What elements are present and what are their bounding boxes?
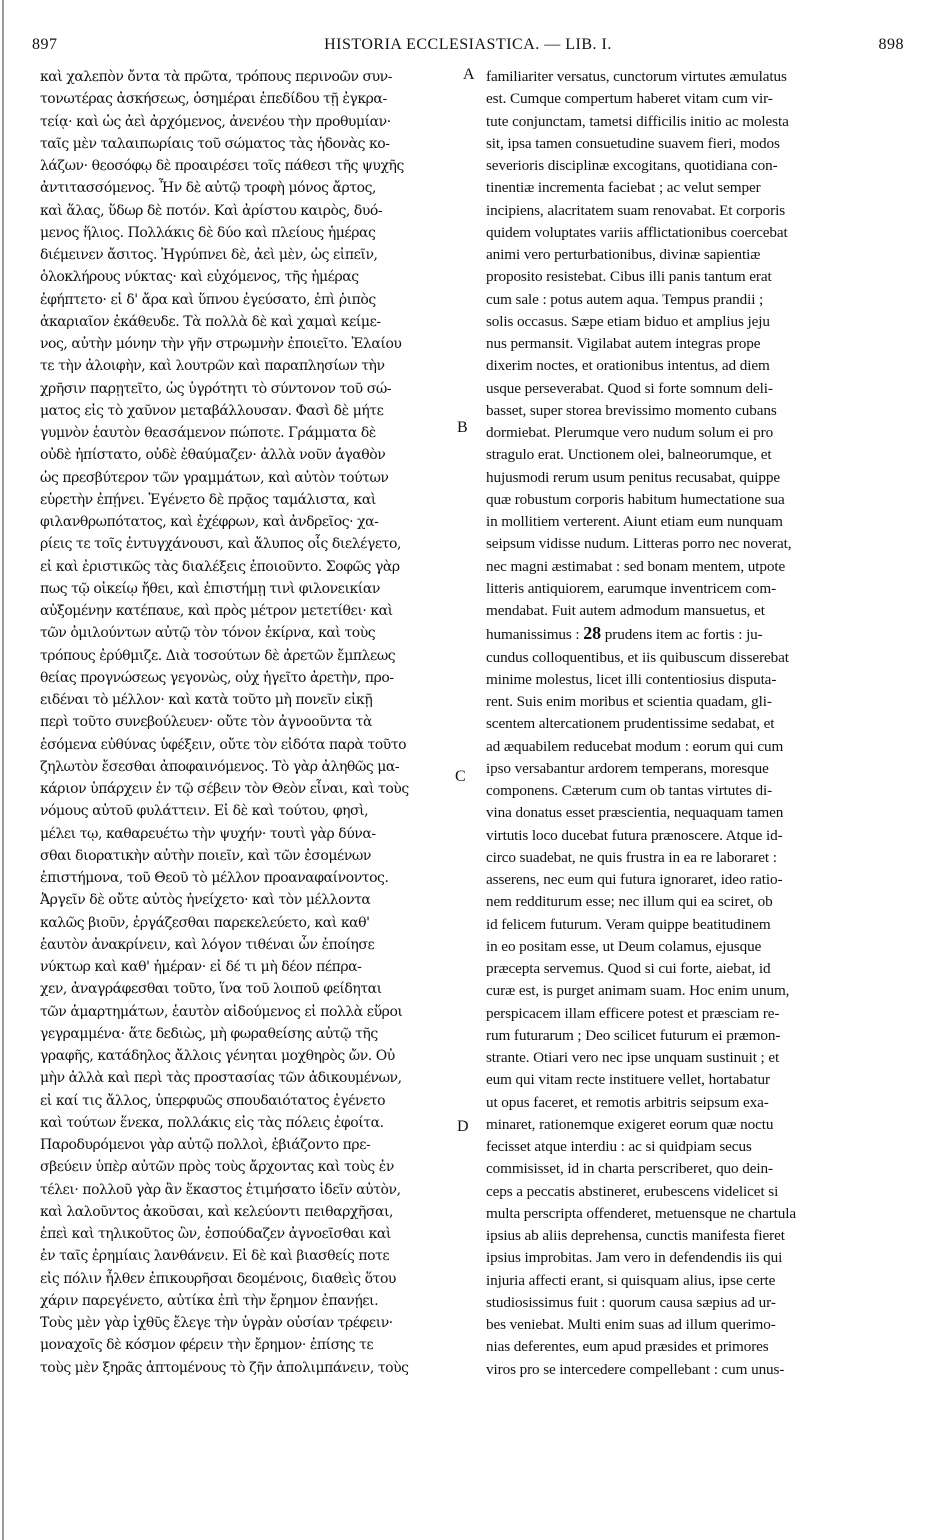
latin-text-line: seipsum vidisse nudum. Litteras porro nec noverat, — [486, 535, 792, 553]
greek-text-line: γραφῆς, κατάδηλος ἄλλοις γένηται μοχθηρὸς ὤν. Οὐ — [40, 1048, 395, 1064]
latin-text-line: virtutis loco ducebat futura prænoscere. Atque id- — [486, 826, 783, 844]
latin-line-after: prudens item ac fortis : ju- — [601, 626, 763, 644]
running-header — [32, 36, 904, 60]
latin-text-line: cundus colloquentibus, et iis quibuscum disserebat — [486, 648, 789, 666]
latin-text-line: cum sale : potus autem aqua. Tempus prandii ; — [486, 290, 764, 308]
latin-text-line: rum futurarum ; Deo scilicet futurum ei præmon- — [486, 1026, 781, 1044]
latin-text-line: quidem voluptates variis afflictationibus coercebat — [486, 223, 788, 241]
greek-text-line: ὁλοκλήρους νύκτας· καὶ εὐχόμενος, τῆς ἡμέρας — [40, 269, 359, 286]
greek-text-line: ἐσόμενα εὐθύνας ὑφέξειν, οὔτε τὸν εἰδότα παρὰ τοῦτο — [40, 736, 407, 753]
greek-text-line: σβεύειν ὑπὲρ αὐτῶν πρὸς τοὺς ἄρχοντας καὶ τοὺς ἐν — [40, 1159, 394, 1176]
greek-text-line: τονωτέρας ἀσκήσεως, ὁσημέραι ἐπεδίδου τῇ ἐγκρα- — [40, 91, 387, 108]
greek-text-line: περὶ τοῦτο συνεβούλευεν· οὔτε τὸν ἀγνοοῦντα τὰ — [40, 714, 372, 731]
greek-text-column — [40, 66, 456, 1526]
greek-text-line: μοναχοῖς δὲ κόσμον φέρειν τὴν ἔρημον· ἐπίσης τε — [40, 1337, 374, 1354]
greek-text-line: μὴν ἀλλὰ καὶ περὶ τὰς προστασίας τῶν ἀδικουμένων, — [40, 1070, 402, 1087]
margin-marker-c: C — [455, 768, 466, 785]
greek-text-line: μέλει τῳ, καθαρευέτω τὴν ψυχήν· τουτὶ γὰρ δύνα- — [40, 825, 376, 842]
greek-text-line: Παροδυρόμενοι γὰρ αὐτῷ πολλοὶ, ἐβιάζοντο πρε- — [40, 1137, 371, 1153]
latin-text-column — [486, 66, 896, 1526]
latin-text-line: mendabat. Fuit autem admodum mansuetus, et — [486, 602, 765, 619]
greek-text-line: εὑρετὴν ἐπῄνει. Ἐγένετο δὲ πρᾷος ταμάλιστα, καὶ — [40, 491, 376, 508]
margin-marker-b: B — [457, 419, 468, 436]
greek-text-line: θείας προγνώσεως γεγονὼς, οὐχ ἡγεῖτο ἀρετὴν, προ- — [40, 669, 394, 686]
greek-text-line: αὐξομένην κατέπαυε, καὶ πρὸς μέτρον μετετίθει· καὶ — [40, 603, 393, 619]
page-number-left: 897 — [32, 36, 58, 53]
latin-text-line-with-section-number — [486, 622, 896, 646]
margin-marker-d: D — [457, 1118, 469, 1135]
latin-text-line: solis occasus. Sæpe etiam biduo et amplius jeju — [486, 312, 770, 330]
greek-text-line: καὶ λαλοῦντος ἀκοῦσαι, καὶ κελεύοντι πειθαρχῆσαι, — [40, 1203, 394, 1220]
latin-text-line: severioris disciplinæ excogitans, quotidiana con- — [486, 157, 778, 174]
greek-text-line: κάριον ὑπάρχειν ἐν τῷ σέβειν τὸν Θεὸν εἶναι, καὶ τοὺς — [40, 781, 409, 797]
greek-text-line: καλῶς βιοῦν, ἐργάζεσθαι παρεκελεύετο, καὶ καθ' — [40, 914, 370, 931]
binding-edge-rule — [2, 0, 4, 1540]
latin-text-line: in mollitiem verterent. Aiunt etiam eum nunquam — [486, 513, 783, 530]
greek-text-line: σθαι διορατικὴν αὐτὴν ποιεῖν, καὶ τῶν ἐσομένων — [40, 847, 371, 864]
greek-text-line: ειδέναι τὸ μέλλον· καὶ κατὰ τοῦτο μὴ πονεῖν εἰκῇ — [40, 692, 373, 708]
latin-text-line: minaret, rationemque exigeret eorum quæ noctu — [486, 1115, 774, 1133]
greek-text-line: γεγραμμένα· ἅτε δεδιὼς, μὴ φωραθείσης αὐτῷ τῆς — [40, 1025, 378, 1042]
greek-text-line: εἰ καὶ ἐριστικῶς τὰς διαλέξεις ἐποιοῦντο. Σοφῶς γὰρ — [40, 558, 400, 575]
greek-text-line: τῶν ὁμιλούντων αὐτῷ τὸν τόνον ἐκίρνα, καὶ τοὺς — [40, 625, 376, 642]
greek-text-line: οὐδὲ ἠπίστατο, οὐδὲ ἐθαύμαζεν· ἀλλὰ νοῦν ἀγαθὸν — [40, 447, 386, 464]
latin-text-line: quæ robustum corporis habitum humectatione sua — [486, 490, 785, 508]
latin-text-line: nec magni æstimabat : sed bonam mentem, utpote — [486, 557, 786, 575]
latin-text-line: animi vero perturbationibus, divinæ sapientiæ — [486, 246, 761, 263]
latin-text-line: incipiens, alacritatem suam renovabat. Et corporis — [486, 201, 786, 219]
page-number-right: 898 — [878, 36, 904, 53]
latin-text-line: eum qui vitam recte instituere vellet, hortabatur — [486, 1071, 770, 1089]
greek-text-line: τρόπους ἐρύθμιζε. Διὰ τοσούτων δὲ ἀρετῶν ἔμπλεως — [40, 647, 396, 664]
greek-text-line: ἀντιτασσόμενος. Ἦν δὲ αὐτῷ τροφὴ μόνος ἄρτος, — [40, 180, 376, 197]
greek-text-line: καὶ τούτων ἕνεκα, πολλάκις εἰς τὰς πόλεις ἐφοίτα. — [40, 1114, 384, 1131]
greek-text-line: πως τῷ οἰκείῳ ἤθει, καὶ ἐπιστήμῃ τινὶ φιλονεικίαν — [40, 580, 380, 597]
latin-text-line: stragulo erat. Unctionem olei, balneorumque, et — [486, 446, 772, 464]
greek-text-line: εἰ καί τις ἄλλος, ὑπερφυῶς σπουδαιότατος ἐγένετο — [40, 1092, 386, 1109]
greek-text-line: ἑαυτὸν ἀνακρίνειν, καὶ λόγον τιθέναι ὧν ἐποίησε — [40, 936, 375, 953]
latin-text-line: curæ est, is purget animam suam. Hoc enim unum, — [486, 982, 790, 1000]
latin-text-line: circo suadebat, ne quis frustra in ea re laboraret : — [486, 848, 777, 866]
latin-text-line: asserens, nec eum qui futura ignoraret, ideo ratio- — [486, 871, 783, 888]
greek-text-line: ταῖς μὲν ταλαιπωρίαις τοῦ σώματος τὰς ἡδονὰς κο- — [40, 135, 390, 152]
latin-text-line: bes veniebat. Multi enim suas ad illum querimo- — [486, 1316, 776, 1333]
latin-text-line: sit, ipsa tamen consuetudine suavem fieri, modos — [486, 134, 780, 152]
latin-text-line: hujusmodi rerum usum penitus recusabat, quippe — [486, 468, 781, 486]
latin-text-line: usque perseverabat. Quod si forte somnum deli- — [486, 379, 773, 397]
latin-text-line: nias deferentes, eum apud præsides et primores — [486, 1338, 769, 1356]
latin-text-line: est. Cumque compertum haberet vitam cum vir- — [486, 90, 773, 108]
latin-text-line: præcepta servemus. Quod si cui forte, aiebat, id — [486, 960, 771, 977]
latin-line-before: humanissimus : — [486, 626, 584, 644]
latin-text-line: dixerim noctes, et orationibus intentus, ad diem — [486, 357, 770, 375]
latin-text-line: basset, super storea brevissimo momento cubans — [486, 401, 777, 419]
greek-text-line: ζηλωτὸν ἔσεσθαι ἀποφαινόμενος. Τὸ γὰρ ἀληθῶς μα- — [40, 758, 400, 775]
latin-text-line: nem redditurum esse; nec illum qui ea sciret, ob — [486, 893, 773, 911]
greek-text-line: καὶ χαλεπὸν ὄντα τὰ πρῶτα, τρόπους περινοῶν συν- — [40, 69, 393, 85]
greek-text-line: ματος εἰς τὸ χαῦνον μεταβάλλουσαν. Φασὶ δὲ μήτε — [40, 402, 384, 419]
greek-text-line: τείᾳ· καὶ ὡς ἀεὶ ἀρχόμενος, ἀνενέου τὴν προθυμίαν· — [40, 113, 391, 130]
margin-marker-a: A — [463, 66, 475, 83]
greek-text-line: χεν, ἀναγράφεσθαι τοῦτο, ἵνα τοῦ λοιποῦ φείδηται — [40, 981, 382, 998]
latin-text-line: tute conjunctam, tametsi difficilis initio ac molesta — [486, 112, 789, 130]
latin-text-line: rent. Suis enim moribus et scientia quadam, gli- — [486, 693, 772, 710]
latin-text-line: strante. Otiari vero nec ipse unquam sustinuit ; et — [486, 1049, 780, 1066]
latin-text-line: scentem altercationem prudentissime sedabat, et — [486, 715, 775, 733]
latin-text-line: studiosissimus fuit : quorum causa sæpius ad ur- — [486, 1293, 776, 1311]
latin-text-line: dormiebat. Plerumque vero nudum solum ei pro — [486, 424, 774, 441]
greek-text-line: Ἀργεῖν δὲ οὔτε αὐτὸς ἠνείχετο· καὶ τὸν μέλλοντα — [40, 892, 371, 909]
latin-text-line: injuria affecti erant, si quisquam alius, ipse certe — [486, 1271, 776, 1289]
greek-text-line: νόμους αὐτοῦ φυλάττειν. Εἰ δὲ καὶ τούτου, φησὶ, — [40, 803, 369, 820]
latin-text-line: minime molestus, licet illi contentiosius disputa- — [486, 670, 777, 688]
latin-text-line: in eo positam esse, ut Deum colamus, ejusque — [486, 937, 762, 955]
greek-text-line: λάζων· θεοσόφῳ δὲ προαιρέσει τοῖς πάθεσι τῆς ψυχῆς — [40, 158, 404, 174]
running-title: HISTORIA ECCLESIASTICA. — LIB. I. — [324, 36, 612, 53]
latin-text-line: commisisset, id in charta perscriberet, quo dein- — [486, 1160, 773, 1178]
greek-text-line: τοὺς μὲν ξηρᾶς ἁπτομένους τὸ ζῆν ἀπολιμπάνειν, τοὺς — [40, 1359, 409, 1376]
greek-text-line: ρίεις τε τοῖς ἐντυγχάνουσι, καὶ ἄλυπος οἷς διελέγετο, — [40, 536, 401, 553]
section-number: 28 — [583, 623, 602, 644]
greek-text-line: Τοὺς μὲν γὰρ ἰχθῦς ἔλεγε τὴν ὑγρὰν οὐσίαν τρέφειν· — [40, 1315, 393, 1331]
latin-text-line: multa perscripta offenderet, metuensque ne chartula — [486, 1204, 797, 1222]
latin-text-line: componens. Cæterum cum ob tantas virtutes di- — [486, 782, 773, 799]
latin-text-line: ut opus faceret, et remotis arbitris seipsum exa- — [486, 1093, 769, 1111]
latin-text-line: id felicem futurum. Veram quippe beatitudinem — [486, 915, 771, 933]
greek-text-line: ἐπεὶ καὶ τηλικοῦτος ὢν, ἐσπούδαζεν ἀγνοεῖσθαι καὶ — [40, 1226, 391, 1242]
latin-text-line: litteris antiquiorem, earumque inventricem com- — [486, 579, 777, 597]
latin-text-line: ad æquabilem reducebat modum : eorum qui cum — [486, 737, 784, 755]
latin-text-line: perspicacem illam efficere potest et præsciam re- — [486, 1004, 780, 1022]
greek-text-line: χρῆσιν παρῃτεῖτο, ὡς ὑγρότητι τὸ σύντονον τοῦ σώ- — [40, 380, 392, 397]
greek-text-line: μενος ἥλιος. Πολλάκις δὲ δύο καὶ πλείους ἡμέρας — [40, 224, 376, 241]
latin-text-line: tinentiæ incrementa faciebat ; ac velut semper — [486, 179, 761, 197]
greek-text-line: καὶ ἅλας, ὕδωρ δὲ ποτόν. Καὶ ἀρίστου καιρὸς, δυό- — [40, 202, 383, 219]
latin-lines-part-b — [486, 647, 896, 1381]
latin-text-line: ipsius ab aliis deprehensa, cunctis manifesta fieret — [486, 1227, 785, 1244]
greek-text-line: ἐν ταῖς ἐρημίαις λανθάνειν. Εἰ δὲ καὶ βιασθείς ποτε — [40, 1248, 390, 1265]
greek-text-line: ἀκαριαῖον ἐκάθευδε. Τὰ πολλὰ δὲ καὶ χαμαὶ κείμε- — [40, 313, 381, 330]
greek-text-line: ἐπιστήμονα, τοῦ Θεοῦ τὸ μέλλον προαναφαίνοντος. — [40, 870, 389, 886]
greek-text-line: τε τὴν ἀλοιφὴν, καὶ λουτρῶν καὶ παραπλησίων τὴν — [40, 358, 385, 375]
latin-text-line: ipso versabantur ardorem temperans, moresque — [486, 759, 769, 777]
greek-text-line: τέλει· πολλοῦ γὰρ ἂν ἕκαστος ἐτιμήσατο ἰδεῖν αὐτὸν, — [40, 1181, 401, 1198]
latin-text-line: vina donatus esset præscientia, nequaquam tamen — [486, 804, 784, 822]
greek-text-line: φιλανθρωπότατος, καὶ ἐχέφρων, καὶ ἀνδρεῖος· χα- — [40, 514, 379, 530]
greek-text-line: διέμεινεν ἄσιτος. Ἠγρύπνει δὲ, ἀεὶ μὲν, ὡς εἰπεῖν, — [40, 247, 378, 263]
greek-text-line: γυμνὸν ἑαυτὸν θεασάμενον πώποτε. Γράμματα δὲ — [40, 425, 376, 441]
latin-text-line: nus permansit. Vigilabat autem integras prope — [486, 335, 761, 352]
latin-text-line: ceps a peccatis abstineret, erubescens videlicet si — [486, 1182, 779, 1200]
greek-text-line: νος, αὐτὴν μόνην τὴν γῆν στρωμνὴν ἐποιεῖτο. Ἐλαίου — [40, 336, 402, 352]
latin-text-line: familiariter versatus, cunctorum virtutes æmulatus — [486, 68, 787, 85]
greek-text-line: τῶν ἁμαρτημάτων, ἑαυτὸν αἰδούμενος εἰ πολλὰ εὕροι — [40, 1003, 403, 1020]
greek-text-line: ἐφήπτετο· εἰ δ' ἄρα καὶ ὕπνου ἐγεύσατο, ἐπὶ ῥιπὸς — [40, 291, 376, 308]
greek-text-line: ὡς πρεσβύτερον τῶν γραμμάτων, καὶ αὐτὸν τούτων — [40, 469, 389, 486]
latin-text-line: viros pro se intercedere compellebant : cum unus- — [486, 1360, 785, 1378]
greek-text-line: χάριν παρεγένετο, αὐτίκα ἐπὶ τὴν ἔρημον ἐπανῄει. — [40, 1292, 379, 1309]
latin-text-line: ipsius improbitas. Jam vero in defendendis iis qui — [486, 1249, 783, 1267]
latin-text-line: fecisset atque interdiu : ac si quidpiam secus — [486, 1138, 752, 1155]
greek-text-line: νύκτωρ καὶ καθ' ἡμέραν· εἰ δέ τι μὴ δέον πέπρα- — [40, 959, 362, 975]
greek-text-line: εἰς πόλιν ἦλθεν ἐπικουρῆσαι δεομένοις, διαθεὶς ὅτου — [40, 1270, 396, 1287]
latin-text-line: proposito resistebat. Cibus illi panis tantum erat — [486, 268, 772, 286]
latin-lines-part-a — [486, 66, 896, 622]
